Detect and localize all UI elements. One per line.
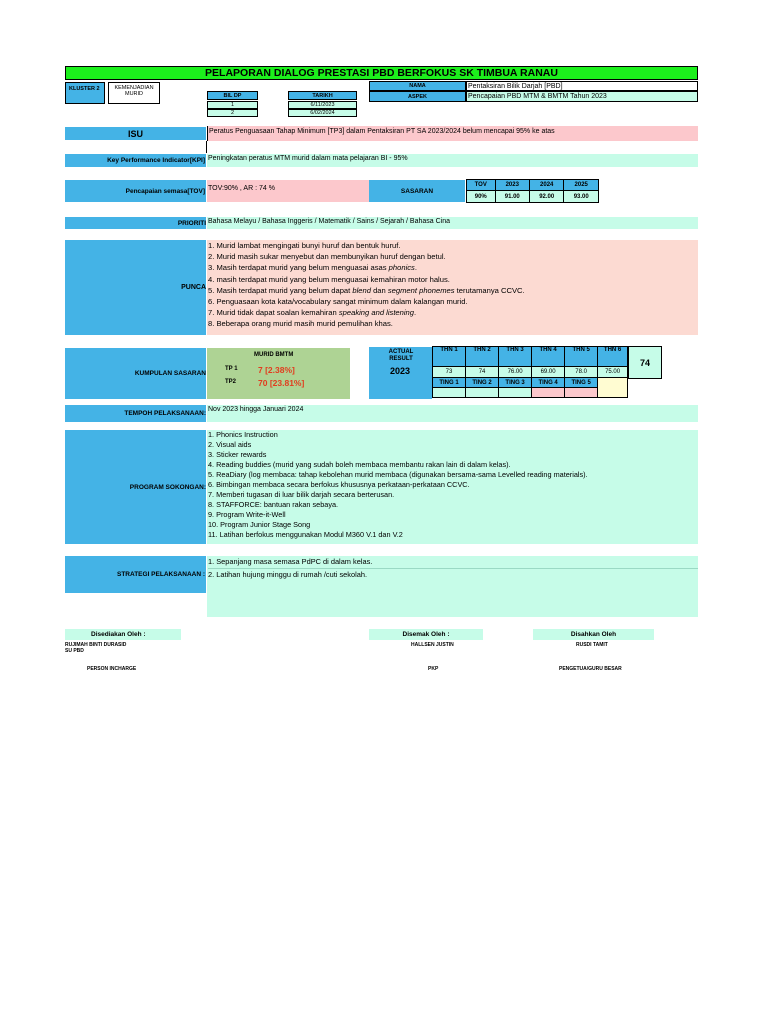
actual-result-label: ACTUAL RESULT — [388, 349, 414, 362]
actual-result-year: 2023 — [390, 366, 411, 376]
program-item: 9. Program Write-it-Well — [208, 510, 286, 519]
isu-text-cell — [207, 126, 698, 141]
thn-6-header: THN 6 — [598, 347, 628, 367]
actual-result-block — [369, 347, 432, 399]
punca-label: PUNCA — [181, 284, 206, 291]
report-title-bar — [65, 66, 698, 80]
tp2-value: 70 [23.81%] — [258, 378, 305, 388]
sasaran-label: SASARAN — [400, 187, 434, 195]
thn-5-value: 78.0 — [565, 367, 598, 378]
punca-item: 4. masih terdapat murid yang belum menguasai kemahiran motor halus. — [208, 274, 450, 284]
prioriti-label-cell — [65, 217, 206, 229]
ting-3-header: TING 3 — [499, 378, 532, 388]
isu-text: Peratus Penguasaan Tahap Minimum [TP3] dalam Pentaksiran PT SA 2023/2024 belum mencapai 95% ke atas — [209, 128, 555, 135]
thn-1-header: THN 1 — [433, 347, 466, 367]
kpi-text: Peningkatan peratus MTM murid dalam mata pelajaran BI - 95% — [208, 155, 408, 162]
aspek-value: Pencapaian PBD MTM & BMTM Tahun 2023 — [468, 93, 607, 100]
strategi-item: 2. Latihan hujung minggu di rumah /cuti sekolah. — [208, 570, 367, 579]
total-result-value: 74 — [639, 357, 650, 368]
nama-label-cell — [369, 81, 466, 91]
disahkan-label: Disahkan Oleh — [570, 631, 617, 638]
pencapaian-text: TOV:90% , AR : 74 % — [208, 185, 275, 192]
thn-2-value: 74 — [466, 367, 499, 378]
aspek-value-cell — [466, 91, 698, 102]
kluster-cell — [65, 82, 105, 104]
ting-4-value — [532, 388, 565, 398]
dp-bil-2: 2 — [230, 110, 235, 116]
isu-divider — [206, 141, 207, 153]
kluster-label: KLUSTER 2 — [69, 86, 100, 92]
tarikh-label: TARIKH — [312, 92, 333, 99]
disediakan-role: SU PBD — [65, 648, 84, 654]
strategi-label: STRATEGI PELAKSANAAN : — [117, 571, 205, 578]
nama-value: Pentaksiran Bilik Darjah [PBD] — [468, 83, 563, 90]
ting-2-header: TING 2 — [466, 378, 499, 388]
ting-1-value — [433, 388, 466, 398]
tp1-value: 7 [2.38%] — [258, 365, 295, 375]
dp-row-1-tarikh — [288, 101, 357, 109]
dp-tarikh-1: 6/11/2023 — [310, 102, 335, 108]
thn-4-header: THN 4 — [532, 347, 565, 367]
sasaran-table — [466, 179, 599, 203]
punca-item: 2. Murid masih sukar menyebut dan membunyikan huruf dengan betul. — [208, 252, 446, 262]
sasaran-header-2025: 2025 — [564, 180, 599, 191]
thn-3-value: 76.00 — [499, 367, 532, 378]
thn-4-value: 69.00 — [532, 367, 565, 378]
program-item: 5. ReaDiary (log membaca: tahap kebolehan murid membaca (digunakan bersama-sama Levelled reading materials). — [208, 470, 588, 479]
program-list — [207, 430, 698, 544]
kumpulan-label-cell — [65, 348, 206, 399]
punca-item: 7. Murid tidak dapat soalan kemahiran speaking and listening. — [208, 308, 417, 318]
program-item: 2. Visual aids — [208, 440, 252, 449]
sasaran-value-tov: 90% — [467, 191, 496, 203]
aspek-label-cell — [369, 91, 466, 102]
tempoh-text-cell — [207, 405, 698, 422]
ting-5-header: TING 5 — [565, 378, 598, 388]
murid-bmtm-label: MURID BMTM — [254, 352, 294, 358]
ting-1-header: TING 1 — [433, 378, 466, 388]
ting-4-header: TING 4 — [532, 378, 565, 388]
pencapaian-label: Pencapaian semasa[TOV] — [125, 187, 205, 195]
punca-item: 1. Murid lambat mengingati bunyi huruf dan bentuk huruf. — [208, 241, 401, 250]
prioriti-text-cell — [207, 217, 698, 229]
prioriti-label: PRIORITI — [177, 219, 206, 227]
tp2-label: TP2 — [225, 379, 237, 385]
total-result-cell — [628, 346, 662, 379]
kpi-label-cell — [65, 154, 206, 167]
thn-3-header: THN 3 — [499, 347, 532, 367]
punca-item: 5. Masih terdapat murid yang belum dapat blend dan segment phonemes terutamanya CCVC. — [208, 285, 525, 295]
thn-1-value: 73 — [433, 367, 466, 378]
dp-bil-1: 1 — [230, 102, 235, 108]
disediakan-name: RUJIMAH BINTI DURASID — [65, 642, 127, 648]
report-title: PELAPORAN DIALOG PRESTASI PBD BERFOKUS SK TIMBUA RANAU — [205, 67, 558, 79]
dp-row-2-bil — [207, 109, 258, 117]
disemak-label: Disemak Oleh : — [402, 631, 450, 638]
dp-row-1-bil — [207, 101, 258, 109]
tp1-label: TP 1 — [225, 366, 238, 372]
program-item: 7. Memberi tugasan di luar bilik darjah secara berterusan. — [208, 490, 395, 499]
punca-item: 6. Penguasaan kota kata/vocabulary sangat minimum dalam kalangan murid. — [208, 297, 468, 307]
strategi-item: 1. Sepanjang masa semasa PdPC di dalam kelas. — [208, 556, 698, 569]
tempoh-text: Nov 2023 hingga Januari 2024 — [208, 406, 304, 413]
sasaran-header-2023: 2023 — [495, 180, 529, 191]
tempoh-label: TEMPOH PELAKSANAAN: — [124, 410, 206, 417]
punca-list — [207, 240, 698, 335]
punca-item: 8. Beberapa orang murid masih murid pemulihan khas. — [208, 319, 393, 329]
ting-3-value — [499, 388, 532, 398]
program-item: 10. Program Junior Stage Song — [208, 520, 311, 529]
sasaran-value-2024: 92.00 — [529, 191, 563, 203]
punca-item: 3. Masih terdapat murid yang belum menguasai asas phonics. — [208, 263, 417, 273]
isu-label: ISU — [127, 128, 143, 139]
kpi-label: Key Performance Indicator[KPI] — [107, 157, 205, 164]
kpi-text-cell — [207, 154, 698, 167]
program-item: 11. Latihan berfokus menggunakan Modul M360 V.1 dan V.2 — [208, 530, 403, 539]
dp-tarikh-2: 6/02/2024 — [310, 110, 335, 116]
sasaran-value-2025: 93.00 — [564, 191, 599, 203]
pencapaian-label-cell — [65, 180, 206, 202]
thn-5-header: THN 5 — [565, 347, 598, 367]
punca-label-cell — [65, 240, 206, 335]
pencapaian-text-cell — [207, 180, 369, 202]
disahkan-label-cell — [533, 629, 654, 640]
sasaran-value-2023: 91.00 — [495, 191, 529, 203]
disemak-label-cell — [369, 629, 483, 640]
bil-dp-label: BIL DP — [223, 92, 242, 99]
isu-label-cell — [65, 127, 206, 140]
kemenjadian-cell — [108, 82, 160, 104]
kumpulan-label: KUMPULAN SASARAN — [134, 370, 206, 377]
sasaran-label-cell — [369, 180, 465, 202]
kemenjadian-label: KEMENJADIAN MURID — [114, 85, 154, 97]
dp-row-2-tarikh — [288, 109, 357, 117]
program-item: 4. Reading buddies (murid yang sudah boleh membaca membantu rakan lain di dalam kelas). — [208, 460, 511, 469]
disemak-title: PKP — [428, 666, 439, 672]
disahkan-title: PENGETUA/GURU BESAR — [559, 666, 622, 672]
program-label: PROGRAM SOKONGAN: — [129, 483, 206, 491]
disediakan-label: Disediakan Oleh : — [91, 631, 146, 638]
disediakan-title: PERSON INCHARGE — [87, 666, 137, 672]
program-item: 3. Sticker rewards — [208, 450, 267, 459]
ting-blank-yellow — [598, 378, 628, 398]
ting-5-value — [565, 388, 598, 398]
thn-6-value: 75.00 — [598, 367, 628, 378]
disediakan-label-cell — [65, 629, 181, 640]
program-item: 6. Bimbingan membaca secara berfokus khususnya perkataan-perkataan CCVC. — [208, 480, 470, 489]
aspek-label: ASPEK — [408, 93, 427, 100]
nama-label: NAMA — [409, 83, 426, 89]
prioriti-text: Bahasa Melayu / Bahasa Inggeris / Matematik / Sains / Sejarah / Bahasa Cina — [208, 218, 451, 225]
sasaran-header-2024: 2024 — [529, 180, 563, 191]
nama-value-cell — [466, 81, 698, 91]
tempoh-label-cell — [65, 405, 206, 422]
bil-dp-header — [207, 91, 258, 100]
program-label-cell — [65, 430, 206, 544]
program-item: 8. STAFFORCE: bantuan rakan sebaya. — [208, 500, 339, 509]
thn-table — [432, 346, 628, 398]
program-item: 1. Phonics Instruction — [208, 430, 278, 439]
strategi-label-cell — [65, 556, 206, 593]
disahkan-name: RUSDI TAMIT — [576, 642, 608, 648]
sasaran-header-tov: TOV — [467, 180, 496, 191]
thn-2-header: THN 2 — [466, 347, 499, 367]
ting-2-value — [466, 388, 499, 398]
murid-bmtm-block — [207, 348, 350, 399]
disemak-name: HALLSEN JUSTIN — [411, 642, 454, 648]
tarikh-header — [288, 91, 357, 100]
strategi-list — [207, 556, 698, 617]
